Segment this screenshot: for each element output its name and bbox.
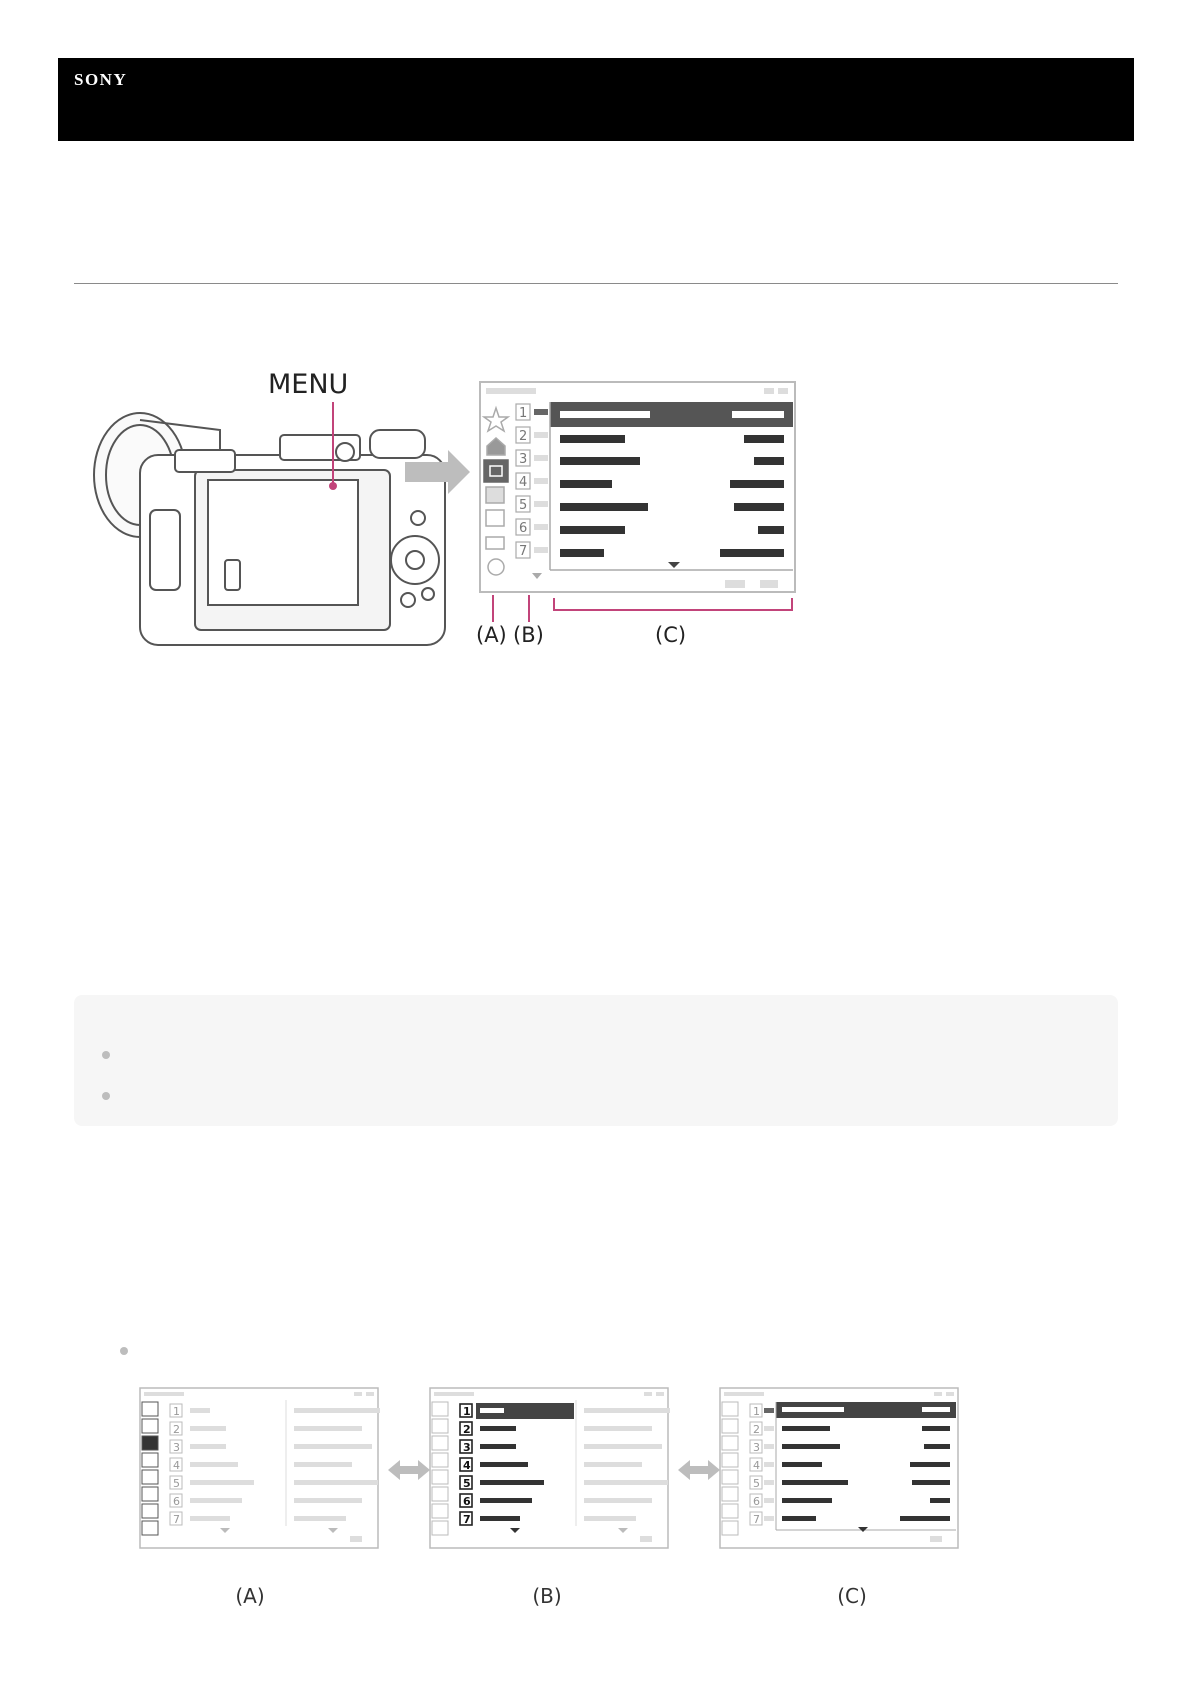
tab-number: 4 <box>519 475 528 490</box>
tab-number: 6 <box>519 521 528 536</box>
list-bullet <box>120 1347 128 1355</box>
tab-number: 7 <box>519 544 528 559</box>
note-bullet-2 <box>102 1092 110 1100</box>
tab-number: 4 <box>173 1459 180 1472</box>
panel-b-caption: (B) <box>532 1584 562 1608</box>
tab-number: 1 <box>173 1405 180 1418</box>
tab-number: 2 <box>753 1423 760 1436</box>
sony-logo: SONY <box>74 70 128 89</box>
tab-number: 7 <box>463 1513 471 1526</box>
page-header <box>58 58 1134 141</box>
tab-number: 5 <box>753 1477 760 1490</box>
tab-number: 3 <box>753 1441 760 1454</box>
camera-icon <box>484 460 508 482</box>
menu-panel <box>720 1388 958 1548</box>
tab-number: 5 <box>519 498 528 513</box>
callout-a-label: (A) <box>476 623 507 647</box>
tab-number: 1 <box>519 406 528 421</box>
tab-number: 4 <box>753 1459 760 1472</box>
tab-connector <box>534 455 548 461</box>
menu-focus-levels-illustration <box>138 1386 968 1556</box>
tab-number: 2 <box>173 1423 180 1436</box>
menu-screen <box>480 382 795 592</box>
tab-connector <box>534 524 548 530</box>
tab-number: 5 <box>463 1477 471 1490</box>
menu-button-marker <box>329 482 337 490</box>
tab-connector <box>534 432 548 438</box>
tab-number: 3 <box>173 1441 180 1454</box>
panel-a-caption: (A) <box>235 1584 265 1608</box>
tab-number: 6 <box>173 1495 180 1508</box>
tab-connector <box>534 547 548 553</box>
tab-number: 1 <box>753 1405 760 1418</box>
tab-number: 6 <box>753 1495 760 1508</box>
menu-button-label: MENU <box>268 369 349 400</box>
tab-number: 6 <box>463 1495 471 1508</box>
double-arrow-icon <box>388 1460 430 1480</box>
callout-b-label: (B) <box>513 623 544 647</box>
tab-connector <box>534 501 548 507</box>
panel-c-caption: (C) <box>837 1584 867 1608</box>
tab-number: 4 <box>463 1459 471 1472</box>
camera-illustration <box>94 413 445 645</box>
tab-number: 5 <box>173 1477 180 1490</box>
tab-connector <box>534 409 548 415</box>
menu-panel <box>430 1388 670 1548</box>
tab-connector <box>534 478 548 484</box>
tab-number: 7 <box>753 1513 760 1526</box>
callout-brackets <box>493 595 792 622</box>
double-arrow-icon <box>678 1460 720 1480</box>
note-bullet-1 <box>102 1051 110 1059</box>
tab-number: 2 <box>519 429 528 444</box>
menu-panel <box>140 1388 380 1548</box>
tab-number: 1 <box>463 1405 471 1418</box>
callout-c-label: (C) <box>655 623 687 647</box>
title-divider <box>74 283 1118 284</box>
tab-number: 3 <box>519 452 528 467</box>
tab-number: 7 <box>173 1513 180 1526</box>
menu-button-illustration <box>70 360 810 660</box>
tab-number: 2 <box>463 1423 471 1436</box>
exposure-icon <box>486 487 504 503</box>
note-box <box>74 995 1118 1126</box>
tab-number: 3 <box>463 1441 471 1454</box>
